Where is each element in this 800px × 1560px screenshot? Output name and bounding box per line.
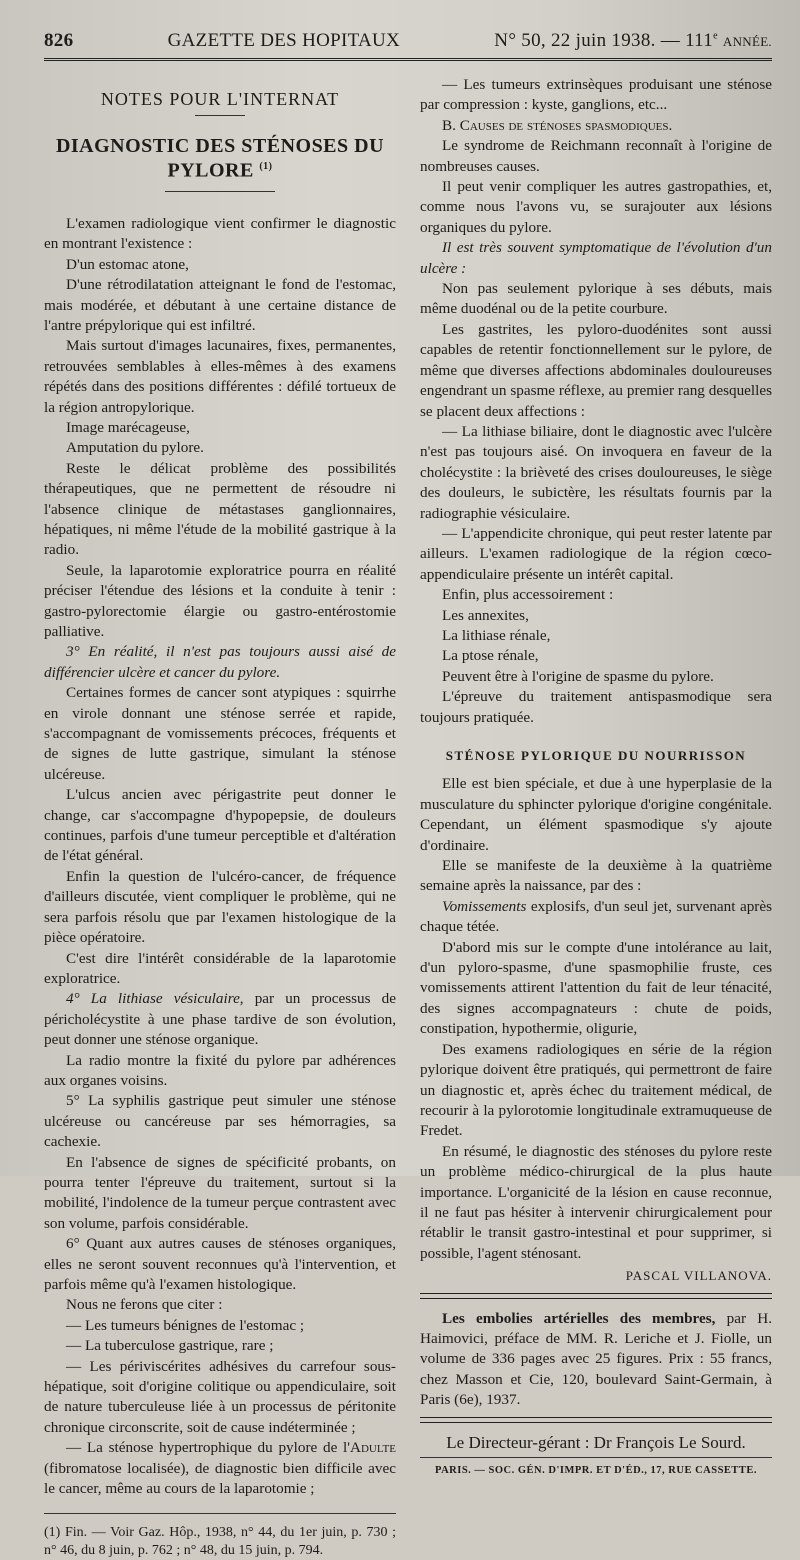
paragraph: Elle est bien spéciale, et due à une hyperplasie de la musculature du sphincter pylorique d'origine congénitale. Cependant, un élément spasmodique s'y ajoute d'ordinaire. <box>420 775 772 854</box>
paragraph: L'ulcus ancien avec périgastrite peut donner le change, car s'accompagne d'hypopepsie, de douleurs continues, parfois d'une tumeur perceptible et d'altération de l'état général. <box>44 786 396 865</box>
article-title: DIAGNOSTIC DES STÉNOSES DU PYLORE $^{(1)}$ <box>55 135 385 182</box>
divider <box>420 1293 772 1299</box>
paragraph: — Les tumeurs extrinsèques produisant une sténose par compression : kyste, ganglions, etc... <box>420 76 772 114</box>
paragraph: Vomissements explosifs, d'un seul jet, survenant après chaque tétée. <box>420 897 772 936</box>
paragraph: Certaines formes de cancer sont atypiques : squirrhe en virole donnant une sténose serrée et rapide, s'accompagnant de vomissements précoces, fréquents et de signes de lutte gastrique, simulant la sténose ulcéreuse. <box>44 684 396 783</box>
paragraph-italic: Il est très souvent symptomatique de l'évolution d'un ulcère : <box>420 239 772 277</box>
paragraph: La ptose rénale, <box>442 647 539 665</box>
paragraph: — Les tumeurs bénignes de l'estomac ; <box>66 1316 305 1334</box>
divider <box>165 191 275 192</box>
paragraph: Les gastrites, les pyloro-duodénites sont aussi capables de retentir fonctionnellement sur le pylore, de même que diverses affections abdominales douloureuses engendrant un spasme réflexe, au premier rang desquelles se placent deux affections : <box>420 320 772 420</box>
paragraph: Peuvent être à l'origine de spasme du pylore. <box>442 667 714 685</box>
section-heading: STÉNOSE PYLORIQUE DU NOURRISSON <box>445 748 747 763</box>
book-notice: Les embolies artérielles des membres, par H. Haimovici, préface de MM. R. Leriche et J. Fiolle, un volume de 336 pages avec 25 figures. Prix : 55 francs, chez Masson et Cie, 120, boulevard Saint-Germain, à Paris (6e), 1937. <box>420 1309 772 1409</box>
paragraph: Elle se manifeste de la deuxième à la quatrième semaine après la naissance, par des : <box>420 857 772 895</box>
paragraph: Des examens radiologiques en série de la région pylorique doivent être pratiqués, qui permettront de faire un diagnostic et, après échec du traitement médical, de recourir à la pylorotomie longitudinale extramuqueuse de Fredet. <box>420 1040 772 1140</box>
paragraph: Il peut venir compliquer les autres gastropathies, et, comme nous l'avons vu, se surajouter aux lésions organiques du pylore. <box>420 178 772 236</box>
paragraph: — La sténose hypertrophique du pylore de l'Adulte (fibromatose localisée), de diagnostic bien difficile avec le cancer, même au cours de la laparotomie ; <box>44 1439 396 1498</box>
divider <box>420 1417 772 1423</box>
paragraph: Amputation du pylore. <box>66 439 204 457</box>
author-signature: PASCAL VILLANOVA. <box>625 1268 772 1284</box>
director-line: Le Directeur-gérant : Dr François Le Sourd. <box>446 1432 746 1452</box>
paragraph: Non pas seulement pylorique à ses débuts, mais même duodénal ou de la petite courbure. <box>420 280 772 318</box>
paragraph: En l'absence de signes de spécificité probants, on pourra tenter l'épreuve du traitement, surtout si la mobilité, l'indolence de la tumeur perçue contrastent avec son volume, parfois considérable. <box>44 1153 396 1232</box>
paragraph: D'une rétrodilatation atteignant le fond de l'estomac, mais modérée, et débutant à une certaine distance de l'antre prépylorique qui est infiltré. <box>44 276 396 334</box>
subheading: B. Causes de sténoses spasmodiques. <box>442 116 673 134</box>
printer-line: PARIS. — SOC. GÉN. D'IMPR. ET D'ÉD., 17, RUE CASSETTE. <box>420 1457 772 1481</box>
paragraph: 5° La syphilis gastrique peut simuler une sténose ulcéreuse ou cancéreuse par ses hémorragies, sa cachexie. <box>44 1092 396 1151</box>
paragraph: D'un estomac atone, <box>66 255 189 273</box>
paragraph: L'épreuve du traitement antispasmodique sera toujours pratiquée. <box>420 688 772 726</box>
paragraph: Enfin, plus accessoirement : <box>442 586 614 604</box>
paragraph: Les annexites, <box>442 606 529 624</box>
paragraph: — La tuberculose gastrique, rare ; <box>66 1337 274 1355</box>
paragraph: — Les périviscérites adhésives du carrefour sous-hépatique, soit d'origine colitique ou appendiculaire, soit de nature tuberculeuse liée à un processus de péritonite chronique circonscrite, soit de cause indéterminée ; <box>44 1357 396 1436</box>
paragraph: D'abord mis sur le compte d'une intolérance au lait, d'un pyloro-spasme, d'une spasmophilie fruste, ces vomissements attirent l'attention du fait de leur ténacité, des signes accompagnateurs : chute de poids, constipation, hypothermie, oligurie, <box>420 938 772 1038</box>
paragraph: — La lithiase biliaire, dont le diagnostic avec l'ulcère n'est pas toujours aisé. On invoquera en faveur de la cholécystite : la brièveté des crises douloureuses, le siège des douleurs, le subictère, les résultats fournis par la radiographie vésiculaire. <box>420 422 772 522</box>
section-title: NOTES POUR L'INTERNAT <box>100 89 340 109</box>
paragraph: Seule, la laparotomie exploratrice pourra en réalité préciser l'étendue des lésions et la conduite à tenir : gastro-pylorectomie élargie ou gastro-entérostomie palliative. <box>44 561 396 640</box>
paragraph: Image marécageuse, <box>66 418 190 436</box>
footnote: (1) Fin. — Voir Gaz. Hôp., 1938, n° 44, du 1er juin, p. 730 ; n° 46, du 8 juin, p. 762 ; n° 48, du 15 juin, p. 794. <box>44 1525 396 1559</box>
page-number: 826 <box>44 30 74 51</box>
paragraph: 6° Quant aux autres causes de sténoses organiques, elles ne seront souvent reconnues qu'à l'intervention, et parfois même qu'à l'examen histologique. <box>44 1235 396 1293</box>
paragraph: C'est dire l'intérêt considérable de la laparotomie exploratrice. <box>44 949 396 987</box>
paragraph: La radio montre la fixité du pylore par adhérences aux organes voisins. <box>44 1051 396 1089</box>
left-column <box>44 75 396 1560</box>
divider <box>195 115 245 116</box>
issue-info: N° 50, 22 juin 1938. — 111e ANNÉE. <box>494 30 772 51</box>
paragraph: — L'appendicite chronique, qui peut rester latente par ailleurs. L'examen radiologique de la région cœco-appendiculaire présente un intérêt capital. <box>420 524 772 583</box>
paragraph: L'examen radiologique vient confirmer le diagnostic en montrant l'existence : <box>44 214 396 253</box>
paragraph: Mais surtout d'images lacunaires, fixes, permanentes, retrouvées semblables à elles-mêmes à des examens répétés dans des positions différentes : défilé tortueux de la région antropylorique. <box>44 337 396 416</box>
paragraph: Le syndrome de Reichmann reconnaît à l'origine de nombreuses causes. <box>420 137 772 175</box>
paragraph-italic: 3° En réalité, il n'est pas toujours aussi aisé de différencier ulcère et cancer du pylore. <box>44 643 396 681</box>
paragraph: En résumé, le diagnostic des sténoses du pylore reste un problème médico-chirurgical de la plus haute importance. L'organicité de la lésion en cause reconnue, il ne faut pas hésiter à intervenir chirurgicalement pour rétablir le transit gastro-intestinal et pour supprimer, si possible, l'agent sténosant. <box>420 1142 772 1262</box>
paragraph: Reste le délicat problème des possibilités thérapeutiques, que ne permettent de résoudre ni l'absence clinique de métastases ganglionnaires, hépatiques, ni même l'étude de la mobilité gastrique à la radio. <box>44 459 396 559</box>
paragraph: La lithiase rénale, <box>442 626 551 644</box>
journal-name: GAZETTE DES HOPITAUX <box>167 30 401 51</box>
paragraph: 4° La lithiase vésiculaire, par un processus de péricholécystite à une phase tardive de son évolution, peut donner une sténose organique. <box>44 990 396 1049</box>
running-header <box>44 30 772 61</box>
footnote-rule <box>44 1513 396 1514</box>
paragraph: Nous ne ferons que citer : <box>66 1296 223 1314</box>
right-column <box>420 75 772 1560</box>
paragraph: Enfin la question de l'ulcéro-cancer, de fréquence d'ailleurs discutée, vient compliquer le problème, qui ne sera parfois résolu que par l'examen histologique de la pièce opératoire. <box>44 867 396 947</box>
